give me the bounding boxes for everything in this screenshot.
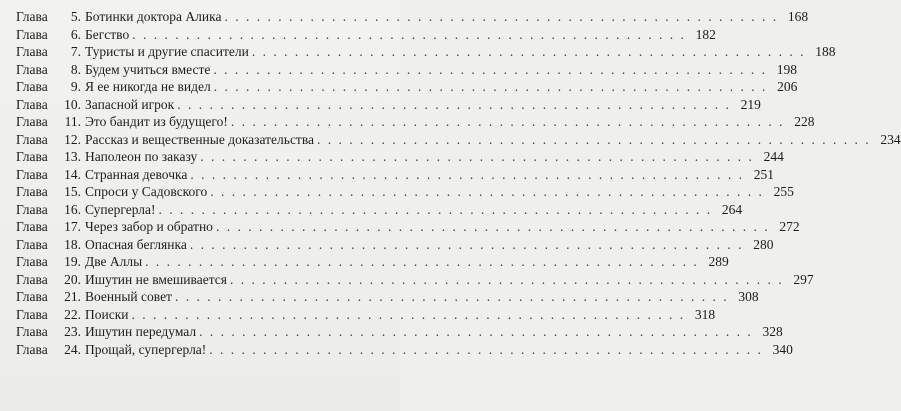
- leader-dots: . . . . . . . . . . . . . . . . . . . . . . . . . . . . . . . . . . . . . . . . . . . . . . . . . . . .: [174, 289, 729, 304]
- page-number: 308: [738, 289, 759, 304]
- chapter-number: 20.: [64, 271, 81, 287]
- chapter-title: Рассказ и вещественные доказательства: [85, 131, 315, 147]
- leader-dots: . . . . . . . . . . . . . . . . . . . . . . . . . . . . . . . . . . . . . . . . . . . . . . . . . . . .: [229, 271, 784, 287]
- chapter-title: Я ее никогда не видел: [85, 79, 211, 94]
- leader-dots: . . . . . . . . . . . . . . . . . . . . . . . . . . . . . . . . . . . . . . . . . . . . . . . . . . . .: [177, 96, 731, 112]
- chapter-number: 16.: [64, 201, 81, 217]
- chapter-title: Прощай, супергерла!: [85, 341, 207, 357]
- chapter-title: Поиски: [85, 306, 129, 322]
- chapter-word: Глава: [16, 44, 48, 59]
- chapter-number: 7.: [70, 44, 81, 59]
- leader-dots: . . . . . . . . . . . . . . . . . . . . . . . . . . . . . . . . . . . . . . . . . . . . . . . . . . . .: [200, 149, 754, 164]
- leader-dots: . . . . . . . . . . . . . . . . . . . . . . . . . . . . . . . . . . . . . . . . . . . . . . . . . . . .: [189, 236, 744, 252]
- toc-entry: [16, 26, 716, 44]
- page-number: 272: [779, 219, 800, 234]
- page-number: 219: [740, 96, 761, 112]
- toc-entry: [16, 183, 794, 201]
- chapter-word: Глава: [16, 131, 48, 147]
- chapter-number: 11.: [64, 114, 81, 129]
- leader-dots: . . . . . . . . . . . . . . . . . . . . . . . . . . . . . . . . . . . . . . . . . . . . . . . . . . . .: [213, 61, 768, 77]
- toc-entry: [16, 96, 761, 114]
- chapter-word: Глава: [16, 26, 48, 42]
- toc-entry: [16, 8, 809, 26]
- chapter-number: 18.: [64, 236, 81, 252]
- chapter-title: Странная девочка: [85, 166, 188, 182]
- toc-entry: [16, 166, 774, 184]
- leader-dots: . . . . . . . . . . . . . . . . . . . . . . . . . . . . . . . . . . . . . . . . . . . . . . . . . . . .: [251, 44, 806, 59]
- chapter-title: Туристы и другие спасители: [85, 44, 249, 59]
- toc-entry: [16, 288, 759, 306]
- toc-entry: [16, 218, 800, 236]
- page-number: 289: [708, 254, 729, 269]
- toc-entry: [16, 201, 743, 219]
- leader-dots: . . . . . . . . . . . . . . . . . . . . . . . . . . . . . . . . . . . . . . . . . . . . . . . . . . . .: [132, 26, 686, 42]
- chapter-number: 12.: [64, 131, 81, 147]
- chapter-word: Глава: [16, 184, 48, 199]
- leader-dots: . . . . . . . . . . . . . . . . . . . . . . . . . . . . . . . . . . . . . . . . . . . . . . . . . . . .: [131, 306, 686, 322]
- page-number: 340: [772, 341, 793, 357]
- chapter-word: Глава: [16, 166, 48, 182]
- chapter-word: Глава: [16, 96, 48, 112]
- chapter-title: Ишутин не вмешивается: [85, 271, 227, 287]
- chapter-word: Глава: [16, 79, 48, 94]
- page-number: 168: [787, 9, 809, 24]
- leader-dots: . . . . . . . . . . . . . . . . . . . . . . . . . . . . . . . . . . . . . . . . . . . . . . . . . . . .: [158, 201, 713, 217]
- chapter-number: 19.: [64, 254, 81, 269]
- chapter-title: Две Аллы: [85, 254, 143, 269]
- leader-dots: . . . . . . . . . . . . . . . . . . . . . . . . . . . . . . . . . . . . . . . . . . . . . . . . . . . .: [190, 166, 744, 182]
- chapter-word: Глава: [16, 324, 48, 339]
- page-number: 280: [753, 236, 774, 252]
- page-number: 251: [753, 166, 774, 182]
- chapter-title: Это бандит из будущего!: [85, 114, 228, 129]
- chapter-title: Ишутин передумал: [85, 324, 197, 339]
- chapter-number: 14.: [64, 166, 81, 182]
- chapter-word: Глава: [16, 306, 48, 322]
- chapter-title: Наполеон по заказу: [85, 149, 198, 164]
- chapter-number: 15.: [64, 184, 81, 199]
- toc-entry: [16, 341, 793, 359]
- toc-entry: [16, 78, 798, 96]
- chapter-title: Бегство: [85, 26, 130, 42]
- toc-entry: [16, 271, 814, 289]
- toc-entry: [16, 131, 901, 149]
- leader-dots: . . . . . . . . . . . . . . . . . . . . . . . . . . . . . . . . . . . . . . . . . . . . . . . . . . . .: [317, 131, 871, 147]
- leader-dots: . . . . . . . . . . . . . . . . . . . . . . . . . . . . . . . . . . . . . . . . . . . . . . . . . . . .: [215, 219, 770, 234]
- chapter-word: Глава: [16, 271, 48, 287]
- page-number: 297: [793, 271, 814, 287]
- chapter-number: 22.: [64, 306, 81, 322]
- page-number: 206: [777, 79, 798, 94]
- page-number: 228: [794, 114, 815, 129]
- chapter-number: 10.: [64, 96, 81, 112]
- page-number: 182: [695, 26, 716, 42]
- page-number: 244: [763, 149, 784, 164]
- chapter-title: Военный совет: [85, 289, 172, 304]
- chapter-number: 6.: [70, 26, 81, 42]
- chapter-word: Глава: [16, 149, 48, 164]
- chapter-number: 5.: [70, 9, 81, 24]
- chapter-title: Опасная беглянка: [85, 236, 187, 252]
- leader-dots: . . . . . . . . . . . . . . . . . . . . . . . . . . . . . . . . . . . . . . . . . . . . . . . . . . . .: [230, 114, 785, 129]
- chapter-word: Глава: [16, 236, 48, 252]
- leader-dots: . . . . . . . . . . . . . . . . . . . . . . . . . . . . . . . . . . . . . . . . . . . . . . . . . . . .: [199, 324, 753, 339]
- toc-entry: [16, 61, 798, 79]
- chapter-word: Глава: [16, 114, 48, 129]
- toc-entry: [16, 113, 815, 131]
- chapter-title: Супергерла!: [85, 201, 156, 217]
- chapter-word: Глава: [16, 289, 48, 304]
- chapter-word: Глава: [16, 61, 48, 77]
- page-number: 328: [762, 324, 783, 339]
- chapter-word: Глава: [16, 341, 48, 357]
- chapter-word: Глава: [16, 201, 48, 217]
- leader-dots: . . . . . . . . . . . . . . . . . . . . . . . . . . . . . . . . . . . . . . . . . . . . . . . . . . . .: [145, 254, 699, 269]
- toc-entry: [16, 306, 716, 324]
- page-number: 198: [776, 61, 798, 77]
- chapter-title: Через забор и обратно: [85, 219, 213, 234]
- leader-dots: . . . . . . . . . . . . . . . . . . . . . . . . . . . . . . . . . . . . . . . . . . . . . . . . . . . .: [210, 184, 764, 199]
- chapter-number: 17.: [64, 219, 81, 234]
- leader-dots: . . . . . . . . . . . . . . . . . . . . . . . . . . . . . . . . . . . . . . . . . . . . . . . . . . . .: [224, 9, 779, 24]
- chapter-number: 13.: [64, 149, 81, 164]
- chapter-title: Запасной игрок: [85, 96, 175, 112]
- chapter-title: Ботинки доктора Алика: [85, 9, 222, 24]
- toc-entry: [16, 148, 784, 166]
- chapter-number: 24.: [64, 341, 81, 357]
- chapter-number: 23.: [64, 324, 81, 339]
- toc-entry: [16, 43, 836, 61]
- page-number: 318: [694, 306, 716, 322]
- chapter-word: Глава: [16, 9, 48, 24]
- page-number: 188: [815, 44, 836, 59]
- table-of-contents: [16, 8, 901, 358]
- toc-entry: [16, 253, 729, 271]
- chapter-title: Спроси у Садовского: [85, 184, 208, 199]
- leader-dots: . . . . . . . . . . . . . . . . . . . . . . . . . . . . . . . . . . . . . . . . . . . . . . . . . . . .: [209, 341, 763, 357]
- leader-dots: . . . . . . . . . . . . . . . . . . . . . . . . . . . . . . . . . . . . . . . . . . . . . . . . . . . .: [213, 79, 768, 94]
- toc-entry: [16, 236, 774, 254]
- page-number: 264: [721, 201, 743, 217]
- page-number: 255: [773, 184, 794, 199]
- chapter-word: Глава: [16, 219, 48, 234]
- chapter-number: 21.: [64, 289, 81, 304]
- chapter-number: 8.: [70, 61, 81, 77]
- chapter-number: 9.: [70, 79, 81, 94]
- page-number: 234: [880, 131, 901, 147]
- chapter-word: Глава: [16, 254, 48, 269]
- chapter-title: Будем учиться вместе: [85, 61, 211, 77]
- toc-entry: [16, 323, 783, 341]
